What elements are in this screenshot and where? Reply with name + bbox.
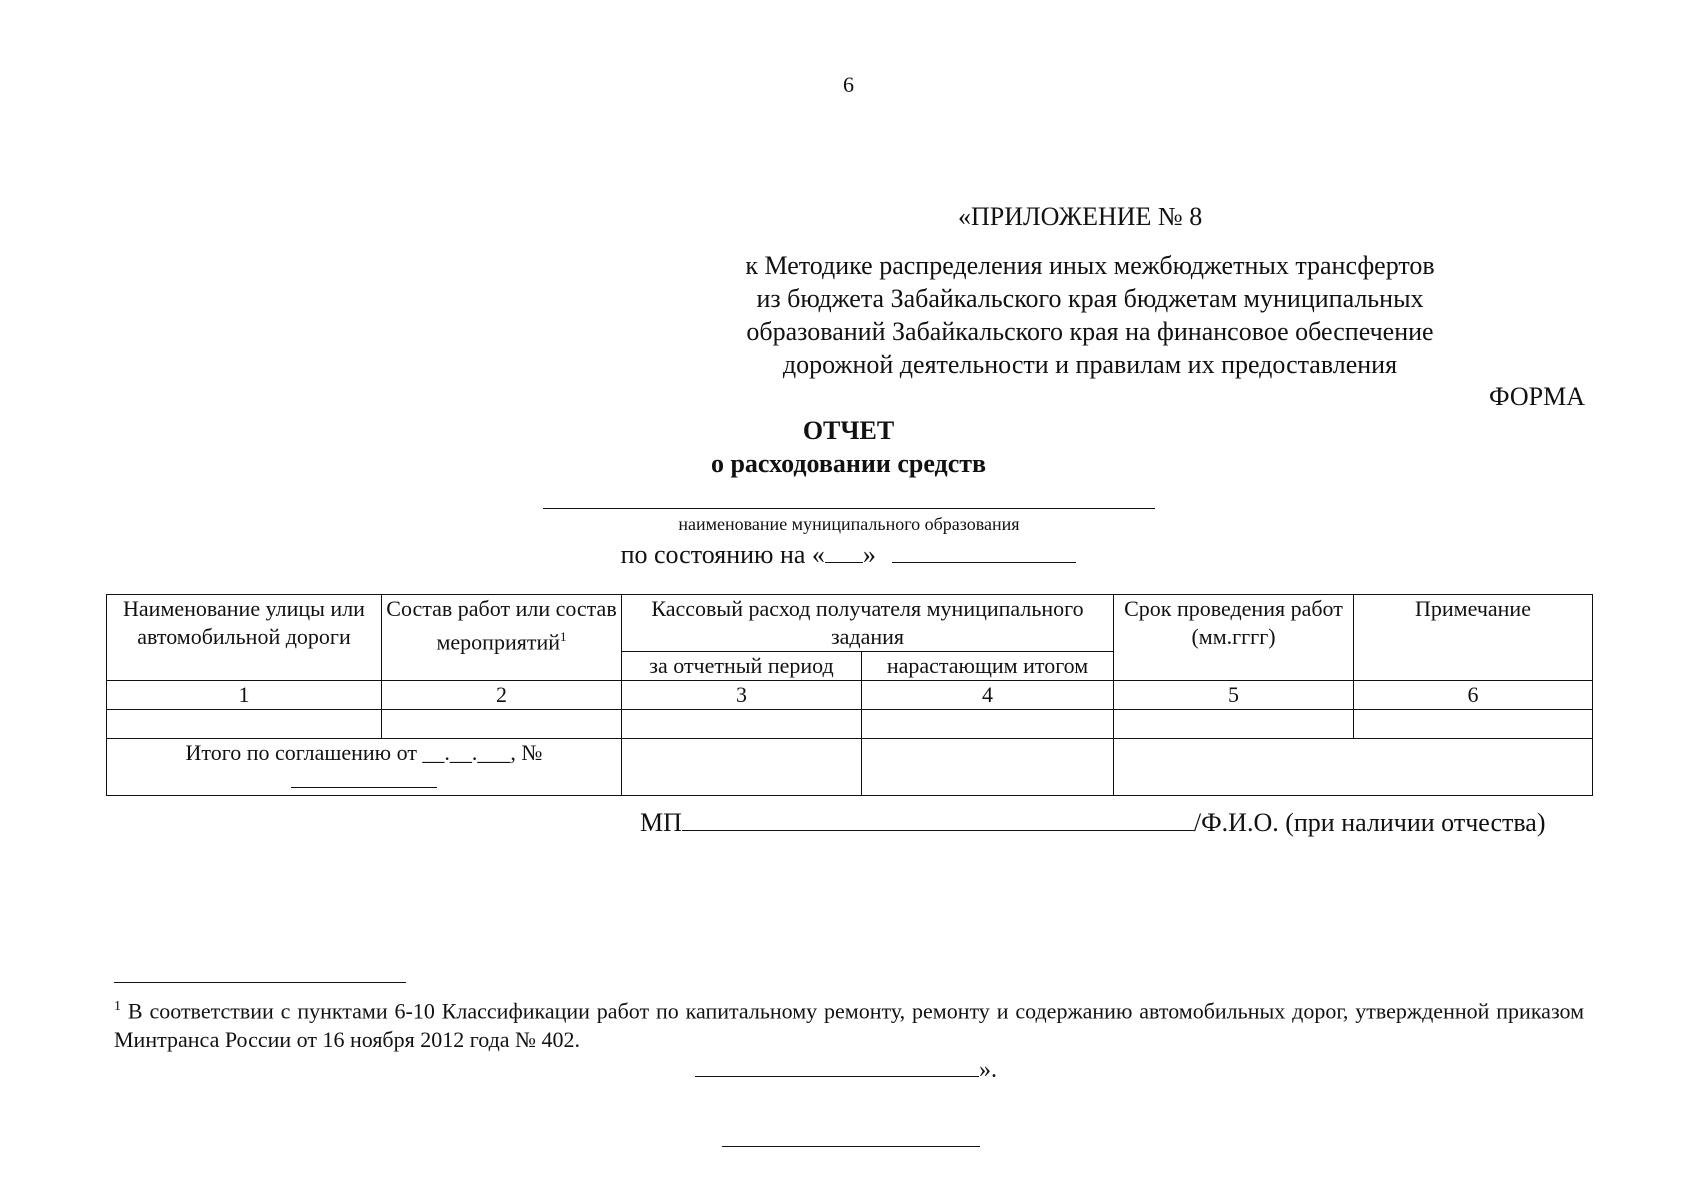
header-road-name: Наименование улицы или автомобильной дороги xyxy=(107,595,382,681)
closing-blank xyxy=(695,1052,979,1077)
footnote-marker: 1 xyxy=(114,999,121,1014)
table-cell xyxy=(622,710,862,739)
header-cash-period: за отчетный период xyxy=(622,652,862,681)
table-cell xyxy=(1114,710,1354,739)
fio-label: /Ф.И.О. (при наличии отчества) xyxy=(1193,808,1546,837)
total-remaining-cell xyxy=(1114,739,1593,796)
column-number: 3 xyxy=(622,681,862,710)
total-label-cell xyxy=(107,739,622,796)
total-label: Итого по соглашению от __.__.___, № xyxy=(185,740,543,765)
report-table xyxy=(106,594,1593,796)
agreement-number-blank xyxy=(291,769,437,788)
column-number: 6 xyxy=(1354,681,1593,710)
report-subtitle: о расходовании средств xyxy=(710,449,987,478)
closing-quote: ». xyxy=(979,1057,997,1083)
page-number: 6 xyxy=(843,72,854,97)
header-term: Срок проведения работ (мм.гггг) xyxy=(1114,595,1354,681)
header-cash-expense: Кассовый расход получателя муниципального задания xyxy=(622,595,1114,652)
appendix-line: из бюджета Забайкальского края бюджетам муниципальных xyxy=(756,284,1424,313)
day-blank xyxy=(825,540,863,563)
header-works-label: Состав работ или состав мероприятий xyxy=(386,596,617,655)
state-quote-close: » xyxy=(862,540,876,569)
municipality-blank-line xyxy=(543,508,1155,509)
report-title: ОТЧЕТ xyxy=(802,416,895,445)
column-number: 4 xyxy=(862,681,1114,710)
month-year-blank xyxy=(892,540,1076,563)
header-note: Примечание xyxy=(1354,595,1593,681)
signature-line xyxy=(640,806,1546,838)
footnote xyxy=(114,992,1584,1054)
total-cash-period-cell xyxy=(622,739,862,796)
table-header-row xyxy=(107,595,1593,652)
footnote-text: В соответствии с пунктами 6-10 Классификации работ по капитальному ремонту, ремонту и содержанию автомобильных дорог, утвержденной приказом Минтранса России от 16 ноября 2012 года № 402. xyxy=(114,998,1585,1053)
footnote-marker: 1 xyxy=(560,629,567,644)
total-cash-cumulative-cell xyxy=(862,739,1114,796)
table-row xyxy=(107,710,1593,739)
table-cell xyxy=(382,710,622,739)
appendix-title: «ПРИЛОЖЕНИЕ № 8 xyxy=(958,202,1203,231)
stamp-label: МП xyxy=(640,808,682,837)
footnote-separator xyxy=(114,982,406,983)
column-number: 2 xyxy=(382,681,622,710)
municipality-caption: наименование муниципального образования xyxy=(678,514,1020,534)
table-cell xyxy=(107,710,382,739)
state-date-line xyxy=(0,540,1697,570)
appendix-line: образований Забайкальского края на финансовое обеспечение xyxy=(746,317,1434,346)
table-cell xyxy=(1354,710,1593,739)
bottom-separator xyxy=(722,1146,980,1147)
signature-blank xyxy=(682,806,1194,831)
column-number: 1 xyxy=(107,681,382,710)
form-label: ФОРМА xyxy=(1489,382,1585,411)
appendix-line: к Методике распределения иных межбюджетных трансфертов xyxy=(745,251,1435,280)
total-row xyxy=(107,739,1593,796)
header-works xyxy=(382,595,622,681)
state-prefix: по состоянию на « xyxy=(620,540,825,569)
header-cash-cumulative: нарастающим итогом xyxy=(862,652,1114,681)
appendix-description xyxy=(700,249,1480,381)
table-cell xyxy=(862,710,1114,739)
column-number: 5 xyxy=(1114,681,1354,710)
column-number-row xyxy=(107,681,1593,710)
closing-line xyxy=(695,1052,997,1084)
report-heading xyxy=(0,414,1697,480)
appendix-line: дорожной деятельности и правилам их предоставления xyxy=(782,350,1398,379)
